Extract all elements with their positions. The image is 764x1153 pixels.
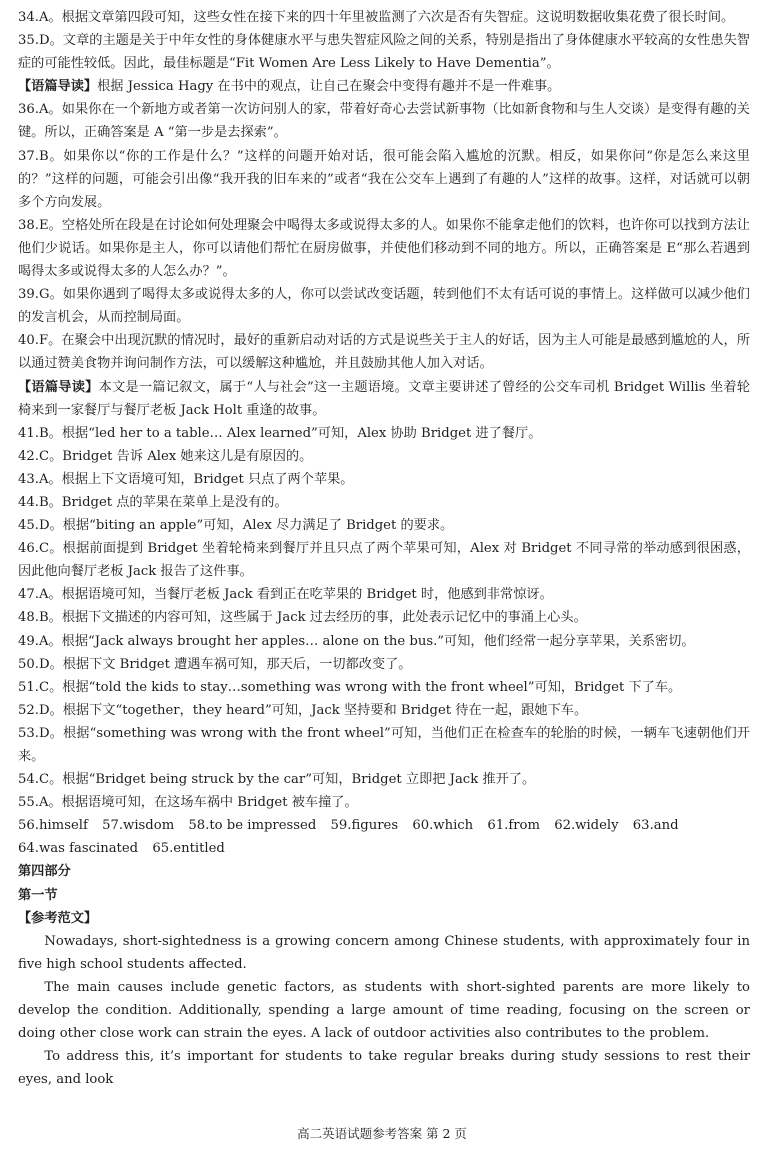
grammar-fill-answers-row-2 bbox=[18, 837, 750, 860]
answer-explanation-54: 54.C。根据“Bridget being struck by the car”可知，Bridget 立即把 Jack 推开了。 bbox=[18, 772, 536, 788]
fill-answer-60: 60.which bbox=[412, 818, 474, 834]
answer-explanation-41: 41.B。根据“led her to a table… Alex learned”可知，Alex 协助 Bridget 进了餐厅。 bbox=[18, 425, 542, 441]
passage-guide-2 bbox=[18, 376, 750, 422]
page-footer: 高二英语试题参考答案 第 2 页 bbox=[297, 1126, 467, 1141]
passage-guide-tag: 【语篇导读】 bbox=[18, 79, 98, 95]
answer-explanation-40: 40.F。在聚会中出现沉默的情况时，最好的重新启动对话的方式是说些关于主人的好话，因为主人可能是最感到尴尬的人，所以通过赞美食物并询问制作方法，可以缓解这种尴尬，并且鼓励其他人加入对话。 bbox=[18, 333, 750, 372]
passage-guide-text: 本文是一篇记叙文，属于“人与社会”这一主题语境。文章主要讲述了曾经的公交车司机 Bridget Willis 坐着轮椅来到一家餐厅与餐厅老板 Jack Holt 重逢的故事。 bbox=[18, 379, 751, 418]
fill-answer-65: 65.entitled bbox=[152, 841, 225, 857]
answer-explanation-34: 34.A。根据文章第四段可知，这些女性在接下来的四十年里被监测了六次是否有失智症。这说明数据收集花费了很长时间。 bbox=[18, 10, 735, 25]
answer-explanation-46: 46.C。根据前面提到 Bridget 坐着轮椅来到餐厅并且只点了两个苹果可知，Alex 对 Bridget 不同寻常的举动感到很困惑，因此他向餐厅老板 Jack 报告了这件事。 bbox=[18, 541, 750, 580]
fill-answer-56: 56.himself bbox=[18, 818, 88, 834]
answer-explanation-38: 38.E。空格处所在段是在讨论如何处理聚会中喝得太多或说得太多的人。如果你不能拿走他们的饮料，也许你可以找到方法让他们少说话。如果你是主人，你可以请他们帮忙在厨房做事，并使他们移动到不同的地方。所以，正确答案是 E“那么若遇到喝得太多或说得太多的人怎么办？”。 bbox=[18, 217, 750, 280]
grammar-fill-answers-row-1 bbox=[18, 814, 750, 837]
fill-answer-58: 58.to be impressed bbox=[188, 818, 317, 834]
fill-answer-64: 64.was fascinated bbox=[18, 841, 139, 857]
passage-guide-tag: 【语篇导读】 bbox=[18, 379, 99, 395]
answer-explanation-37: 37.B。如果你以“你的工作是什么？”这样的问题开始对话，很可能会陷入尴尬的沉默。相反，如果你问“你是怎么来这里的？”这样的问题，可能会引出像“我开我的旧车来的”或者“我在公交车上遇到了有趣的人”这样的故事。这样，对话就可以朝多个方向发展。 bbox=[18, 148, 750, 210]
fill-answer-63: 63.and bbox=[632, 818, 679, 834]
answer-explanation-55: 55.A。根据语境可知，在这场车祸中 Bridget 被车撞了。 bbox=[18, 795, 358, 811]
answer-explanation-44: 44.B。Bridget 点的苹果在菜单上是没有的。 bbox=[18, 494, 288, 510]
answer-explanation-45: 45.D。根据“biting an apple”可知，Alex 尽力满足了 Bridget 的要求。 bbox=[18, 518, 454, 534]
answer-explanation-50: 50.D。根据下文 Bridget 遭遇车祸可知，那天后，一切都改变了。 bbox=[18, 656, 412, 672]
part-heading: 第四部分 bbox=[18, 864, 71, 880]
answer-explanation-43: 43.A。根据上下文语境可知，Bridget 只点了两个苹果。 bbox=[18, 471, 354, 487]
fill-answer-59: 59.figures bbox=[330, 818, 399, 834]
answer-explanation-49: 49.A。根据“Jack always brought her apples… alone on the bus.”可知，他们经常一起分享苹果，关系密切。 bbox=[18, 633, 695, 649]
sample-essay-tag: 【参考范文】 bbox=[18, 910, 98, 926]
answer-explanation-48: 48.B。根据下文描述的内容可知，这些属于 Jack 过去经历的事，此处表示记忆中的事涌上心头。 bbox=[18, 610, 587, 626]
fill-answer-61: 61.from bbox=[487, 818, 540, 834]
answer-explanation-36: 36.A。如果你在一个新地方或者第一次访问别人的家，带着好奇心去尝试新事物（比如新食物和与生人交谈）是变得有趣的关键。所以，正确答案是 A “第一步是去探索”。 bbox=[18, 102, 750, 141]
fill-answer-62: 62.widely bbox=[554, 818, 619, 834]
fill-answer-57: 57.wisdom bbox=[102, 818, 175, 834]
answer-explanation-53: 53.D。根据“something was wrong with the front wheel”可知，当他们正在检查车的轮胎的时候，一辆车飞速朝他们开来。 bbox=[18, 725, 750, 764]
answer-explanation-52: 52.D。根据下文“together，they heard”可知，Jack 坚持要和 Bridget 待在一起，跟她下车。 bbox=[18, 702, 588, 718]
answer-explanation-42: 42.C。Bridget 告诉 Alex 她来这儿是有原因的。 bbox=[18, 448, 313, 464]
essay-paragraph-1: Nowadays, short-sightedness is a growing concern among Chinese students, with approximately four in five high school students affected. bbox=[18, 933, 750, 972]
answer-explanation-39: 39.G。如果你遇到了喝得太多或说得太多的人，你可以尝试改变话题，转到他们不太有话可说的事情上。这样做可以减少他们的发言机会，从而控制局面。 bbox=[18, 287, 750, 326]
answer-explanation-51: 51.C。根据“told the kids to stay…something was wrong with the front wheel”可知，Bridget 下了车。 bbox=[18, 679, 682, 695]
passage-guide-1 bbox=[18, 75, 750, 98]
section-heading: 第一节 bbox=[18, 887, 58, 903]
essay-paragraph-2: The main causes include genetic factors, as students with short-sighted parents are more likely to develop the condition. Additionally, spending a large amount of time reading, focusing on the screen or doing other close work can strain the eyes. A lack of outdoor activities also contributes to the problem. bbox=[18, 979, 750, 1042]
essay-paragraph-3: To address this, it’s important for students to take regular breaks during study sessions to rest their eyes, and look bbox=[18, 1049, 750, 1088]
passage-guide-text: 根据 Jessica Hagy 在书中的观点，让自己在聚会中变得有趣并不是一件难事。 bbox=[97, 79, 561, 95]
answer-explanation-47: 47.A。根据语境可知，当餐厅老板 Jack 看到正在吃苹果的 Bridget 时，他感到非常惊讶。 bbox=[18, 587, 553, 603]
answer-explanation-35: 35.D。文章的主题是关于中年女性的身体健康水平与患失智症风险之间的关系，特别是指出了身体健康水平较高的女性患失智症的可能性较低。因此，最佳标题是“Fit Women Are Less Likely to Have Dementia”。 bbox=[18, 33, 750, 72]
